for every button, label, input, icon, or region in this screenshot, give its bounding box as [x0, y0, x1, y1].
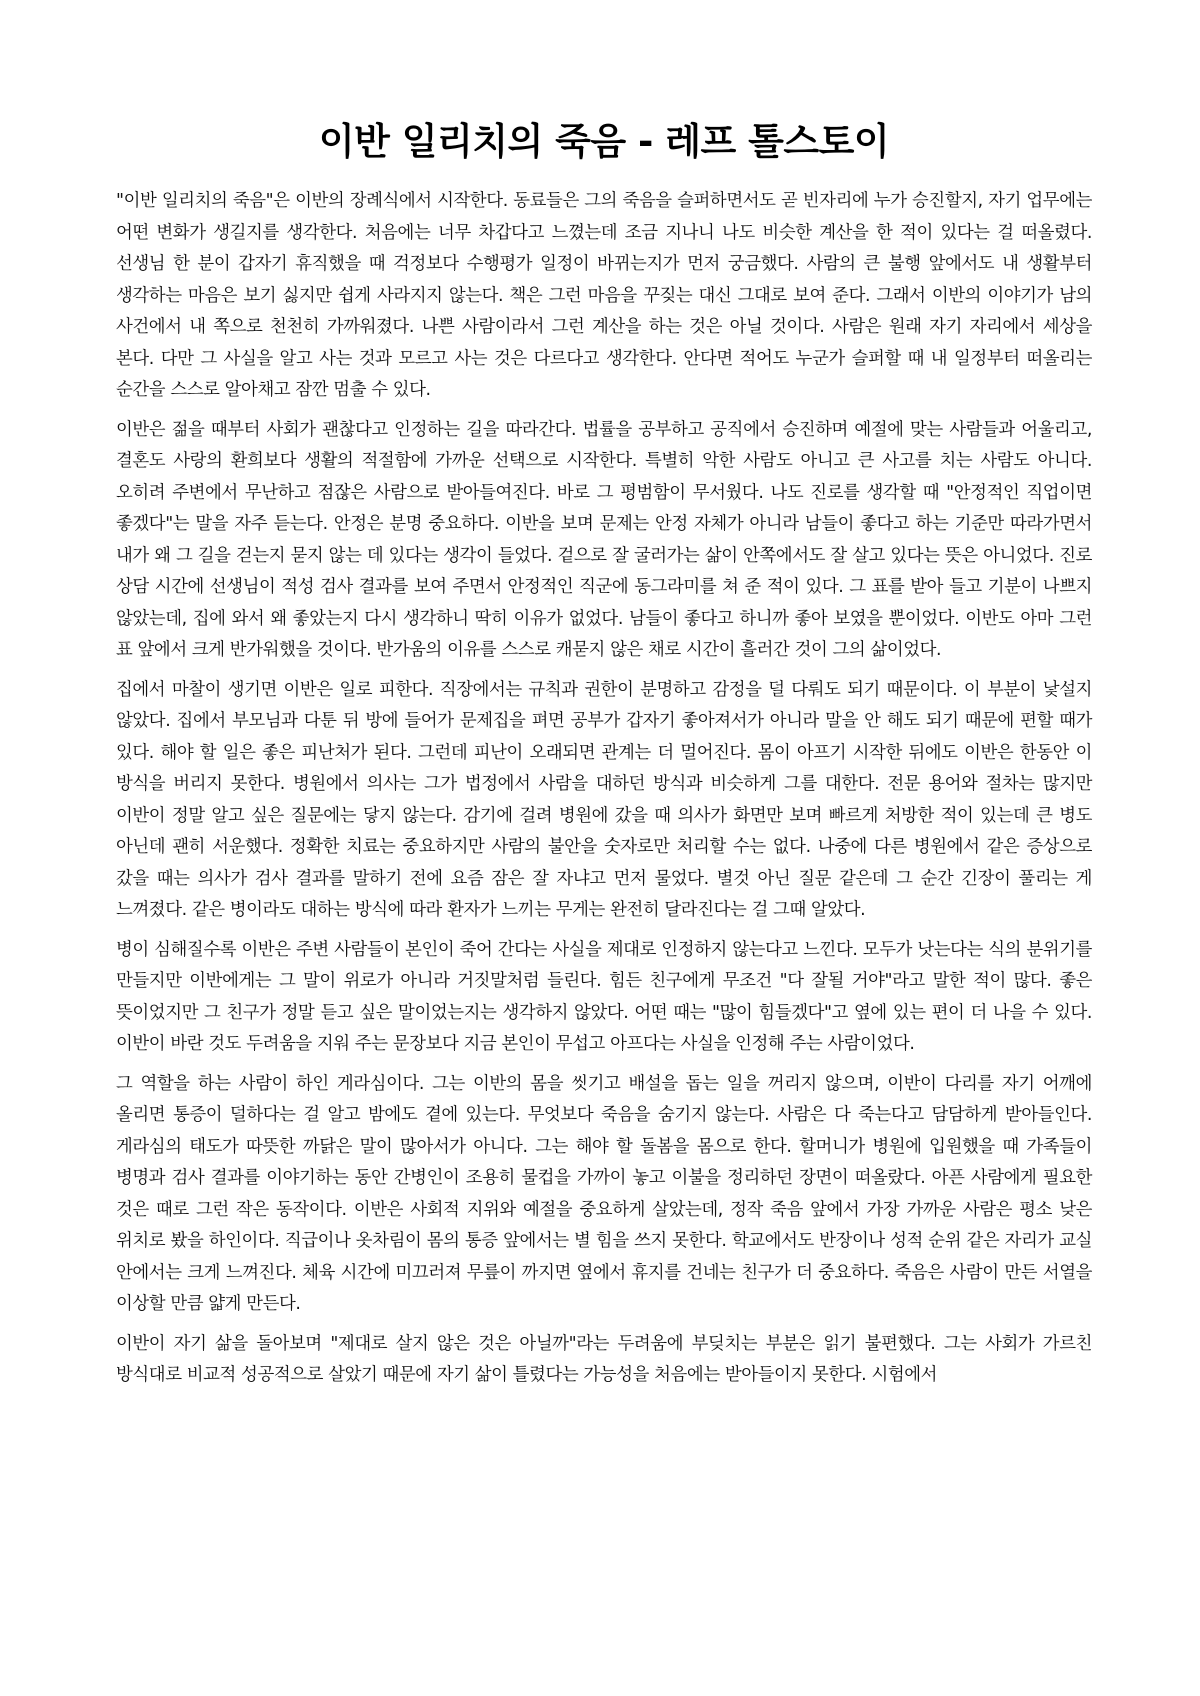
paragraph-ordinary-life: 이반은 젊을 때부터 사회가 괜찮다고 인정하는 길을 따라간다. 법률을 공부하고 공직에서 승진하며 예절에 맞는 사람들과 어울리고, 결혼도 사랑의 환희보다 생활의 적절함에 가까운 선택으로 시작한다. 특별히 악한 사람도 아니고 큰 사고를 치는 사람도 아니다. 오히려 주변에서 무난하고 점잖은 사람으로 받아들여진다. 바로 그 평범함이 무서웠다. 나도 진로를 생각할 때 "안정적인 직업이면 좋겠다"는 말을 자주 듣는다. 안정은 분명 중요하다. 이반을 보며 문제는 안정 자체가 아니라 남들이 좋다고 하는 기준만 따라가면서 내가 왜 그 길을 걷는지 묻지 않는 데 있다는 생각이 들었다. 겉으로 잘 굴러가는 삶이 안쪽에서도 잘 살고 있다는 뜻은 아니었다. 진로 상담 시간에 선생님이 적성 검사 결과를 보여 주면서 안정적인 직군에 동그라미를 쳐 준 적이 있다. 그 표를 받아 들고 기분이 나쁘지 않았는데, 집에 와서 왜 좋았는지 다시 생각하니 딱히 이유가 없었다. 남들이 좋다고 하니까 좋아 보였을 뿐이었다. 이반도 아마 그런 표 앞에서 크게 반가워했을 것이다. 반가움의 이유를 스스로 캐묻지 않은 채로 시간이 흘러간 것이 그의 삶이었다. [116, 419, 1092, 660]
document-title: 이반 일리치의 죽음 - 레프 톨스토이 [318, 120, 890, 163]
paragraph-reflection: 이반이 자기 삶을 돌아보며 "제대로 살지 않은 것은 아닐까"라는 두려움에 부딪치는 부분은 읽기 불편했다. 그는 사회가 가르친 방식대로 비교적 성공적으로 살았기 때문에 자기 삶이 틀렸다는 가능성을 처음에는 받아들이지 못한다. 시험에서 [116, 1333, 1092, 1385]
paragraph-denial: 병이 심해질수록 이반은 주변 사람들이 본인이 죽어 간다는 사실을 제대로 인정하지 않는다고 느낀다. 모두가 낫는다는 식의 분위기를 만들지만 이반에게는 그 말이 위로가 아니라 거짓말처럼 들린다. 힘든 친구에게 무조건 "다 잘될 거야"라고 말한 적이 많다. 좋은 뜻이었지만 그 친구가 정말 듣고 싶은 말이었는지는 생각하지 않았다. 어떤 때는 "많이 힘들겠다"고 옆에 있는 편이 더 나을 수 있다. 이반이 바란 것도 두려움을 지워 주는 문장보다 지금 본인이 무섭고 아프다는 사실을 인정해 주는 사람이었다. [116, 939, 1092, 1054]
paragraph-escape-into-work: 집에서 마찰이 생기면 이반은 일로 피한다. 직장에서는 규칙과 권한이 분명하고 감정을 덜 다뤄도 되기 때문이다. 이 부분이 낯설지 않았다. 집에서 부모님과 다툰 뒤 방에 들어가 문제집을 펴면 공부가 갑자기 좋아져서가 아니라 말을 안 해도 되기 때문에 편할 때가 있다. 해야 할 일은 좋은 피난처가 된다. 그런데 피난이 오래되면 관계는 더 멀어진다. 몸이 아프기 시작한 뒤에도 이반은 한동안 이 방식을 버리지 못한다. 병원에서 의사는 그가 법정에서 사람을 대하던 방식과 비슷하게 그를 대한다. 전문 용어와 절차는 많지만 이반이 정말 알고 싶은 질문에는 닿지 않는다. 감기에 걸려 병원에 갔을 때 의사가 화면만 보며 빠르게 처방한 적이 있는데 큰 병도 아닌데 괜히 서운했다. 정확한 치료는 중요하지만 사람의 불안을 숫자로만 처리할 수는 없다. 나중에 다른 병원에서 같은 증상으로 갔을 때는 의사가 검사 결과를 말하기 전에 요즘 잠은 잘 자냐고 먼저 물었다. 별것 아닌 질문 같은데 그 순간 긴장이 풀리는 게 느껴졌다. 같은 병이라도 대하는 방식에 따라 환자가 느끼는 무게는 완전히 달라진다는 걸 그때 알았다. [116, 679, 1093, 920]
paragraph-gerasim: 그 역할을 하는 사람이 하인 게라심이다. 그는 이반의 몸을 씻기고 배설을 돕는 일을 꺼리지 않으며, 이반이 다리를 자기 어깨에 올리면 통증이 덜하다는 걸 알고 밤에도 곁에 있는다. 무엇보다 죽음을 숨기지 않는다. 사람은 다 죽는다고 담담하게 받아들인다. 게라심의 태도가 따뜻한 까닭은 말이 많아서가 아니다. 그는 해야 할 돌봄을 몸으로 한다. 할머니가 병원에 입원했을 때 가족들이 병명과 검사 결과를 이야기하는 동안 간병인이 조용히 물컵을 가까이 놓고 이불을 정리하던 장면이 떠올랐다. 아픈 사람에게 필요한 것은 때로 그런 작은 동작이다. 이반은 사회적 지위와 예절을 중요하게 살았는데, 정작 죽음 앞에서 가장 가까운 사람은 평소 낮은 위치로 봤을 하인이다. 직급이나 옷차림이 몸의 통증 앞에서는 별 힘을 쓰지 못한다. 학교에서도 반장이나 성적 순위 같은 자리가 교실 안에서는 크게 느껴진다. 체육 시간에 미끄러져 무릎이 까지면 옆에서 휴지를 건네는 친구가 더 중요하다. 죽음은 사람이 만든 서열을 이상할 만큼 얇게 만든다. [116, 1073, 1092, 1314]
paragraph-funeral: "이반 일리치의 죽음"은 이반의 장례식에서 시작한다. 동료들은 그의 죽음을 슬퍼하면서도 곧 빈자리에 누가 승진할지, 자기 업무에는 어떤 변화가 생길지를 생각한다. 처음에는 너무 차갑다고 느꼈는데 조금 지나니 나도 비슷한 계산을 한 적이 있다는 걸 떠올렸다. 선생님 한 분이 갑자기 휴직했을 때 걱정보다 수행평가 일정이 바뀌는지가 먼저 궁금했다. 사람의 큰 불행 앞에서도 내 생활부터 생각하는 마음은 보기 싫지만 쉽게 사라지지 않는다. 책은 그런 마음을 꾸짖는 대신 그대로 보여 준다. 그래서 이반의 이야기가 남의 사건에서 내 쪽으로 천천히 가까워졌다. 나쁜 사람이라서 그런 계산을 하는 것은 아닐 것이다. 사람은 원래 자기 자리에서 세상을 본다. 다만 그 사실을 알고 사는 것과 모르고 사는 것은 다르다고 생각한다. 안다면 적어도 누군가 슬퍼할 때 내 일정부터 떠올리는 순간을 스스로 알아채고 잠깐 멈출 수 있다. [116, 191, 1092, 400]
